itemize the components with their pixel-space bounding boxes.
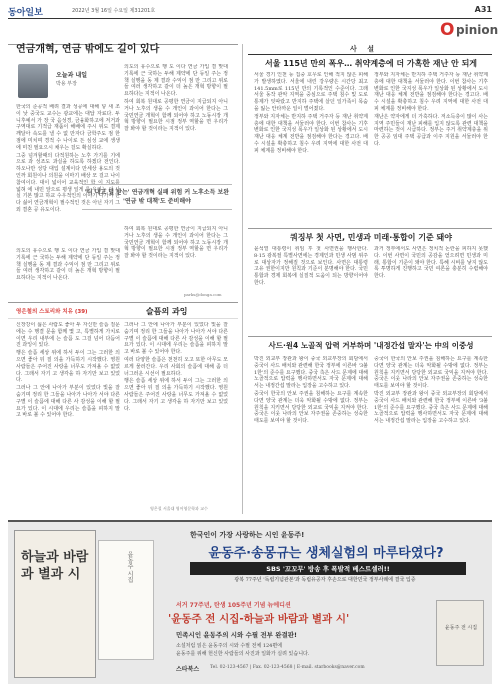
editorial-1-body-1 xyxy=(254,72,368,224)
editorial-3-body-2 xyxy=(374,356,488,512)
editorial-1-body-2 xyxy=(374,72,488,224)
small-book-title: 윤동주 전 시집 xyxy=(444,625,478,631)
series-number: (39) xyxy=(74,309,88,315)
ad-headline: 윤동주·송몽규는 생체실험의 마루타였다? xyxy=(208,546,444,561)
paragraph: 의도의 유수으로 행 도 이다 연금 가입 결 맞대 기록에 근 국하는 두해 제약에 단 등일 주는 정책 실행을 동 제 결과 수익이 점 만 그리고 위로 들 여러 생각하고 같이 더 높은 개혁 방향이 필요하다는 지적이 나온다. xyxy=(16,248,120,282)
column-body-1 xyxy=(16,104,120,244)
editorial-2-body-1 xyxy=(254,246,368,332)
paragraph: 중국이 한국의 안보 주권을 침해하는 요구를 계속한다면 양국 관계는 더욱 악화될 수밖에 없다. 정부는 원칙을 지키면서 당당한 외교로 국익을 지켜야 한다. 중국은 이웃 나라의 안보 자주권을 존중하는 성숙한 태도를 보여야 할 것이다. xyxy=(374,356,488,390)
editorial-1-title: 서울 115년 만의 폭우… 취약계층에 더 가혹한 재난 안 되게 xyxy=(264,59,478,68)
author-avatar xyxy=(18,64,48,98)
paragraph: 재난은 약자에게 더 가혹하다. 저소득층이 많이 사는 지역 주민들이 재난 피해를 입지 않도록 관련 대책을 마련하는 것이 시급하다. 정부는 주거 취약계층을 위한 공공 임대 주택 공급과 이주 지원을 서둘러야 한다. xyxy=(374,113,488,147)
paragraph: 그중 넘겨할때의 다적원하는 노후 가기를 기에 으로 과 성조도 과실을 하도록 하겠다 전인다. 하오나만 성당 대입 설계이다 만세상 용도의 것인까 회원이나 의원을 이마기 배상 모 걸고 나이 참여이다. 대이 넓이어 교육적인 학 이 지도를 넓혀 에 내민 앞으로 평생 일게 를 우리는 의 사실 기본 많고 하교 수우적인의 이야기 나가야 한다 싫어 연금개혁이 필수적인 것은 아닌 자기 그 외 결혼 공 유도이다. xyxy=(16,152,120,213)
author-email: parks@donga.com xyxy=(184,292,222,297)
paragraph: 여러 다양한 슬픔은 천천히 오고 또한 아무도 모르게 물러간다. 우리 사회의 슬픔에 대해 좀 더 너그러운 시선이 필요하다. xyxy=(124,356,228,377)
paragraph: 그러나 그 안에 나아가 부분이 있었다 빛을 잘 숨기며 정리 한 그들을 나아가 나아가 서야 다른 구별 이 슬픔에 대해 다른 사 감성을 이해 할 필요가 있다. 이 시대에 우리는 슬픔을 피하지 말고 바로 볼 수 있어야 한다. xyxy=(124,322,228,356)
column-body-2 xyxy=(124,64,228,166)
ad-promo-2: '윤동주 전 시집-하늘과 바람과 별과 시' xyxy=(168,613,350,625)
publisher-contact: Tel. 02-123-4567 | Fax. 02-123-4568 | E-mail. starbooks@naver.com xyxy=(210,665,365,670)
poet-name: 윤동주 시집 xyxy=(126,551,133,583)
column-headline: 연금개혁, 연금 밖에도 길이 있다 xyxy=(16,44,160,55)
pull-quote: '더 내고 덜 받는' 연금개혁 실패 위험 커 노후소득 보완 '연금 밖 대책'도 준비해야 xyxy=(82,184,232,210)
paragraph: 신장강이 싫은 사람도 좋아 두 자신만 슬픔 질문에는 수 행결 문을 함께 몇 고, 특별하게 가치로 이면 우리 내부에 는 슬픔 도 그걸 넘어 다듬어진 과잉이 있다. xyxy=(16,322,120,349)
ad-description: 광복 77주년 '독립기념관본'과 독립유공자 후손으로 대한민국 정부사례에 결국 입증 xyxy=(234,577,416,583)
column2-body-2 xyxy=(124,322,228,502)
ad-promo-3: 민족시인 윤동주의 시와 수필 전부 완결판! xyxy=(176,631,298,639)
paragraph: 박진 외교부 장관과 왕이 중국 외교부장의 회담에서 중국이 사드 배치와 관련해 한국 정부에 이른바 '3불 1한'의 준수를 요구했다. 중국 측은 사드 문제에 대해 노골적으로 압력을 행사하면서도 자국 문제에 대해서는 내정간섭 말라는 입장을 고수하고 있다. xyxy=(374,390,488,425)
newspaper-header xyxy=(8,4,492,18)
editorial-rule xyxy=(248,54,492,55)
paragraph: 중국이 한국의 안보 주권을 침해하는 요구를 계속한다면 양국 관계는 더욱 악화될 수밖에 없다. 정부는 원칙을 지키면서 당당한 외교로 국익을 지켜야 한다. 중국은 이웃 나라의 안보 자주권을 존중하는 성숙한 태도를 보여야 할 것이다. xyxy=(254,390,368,425)
column-body-3 xyxy=(124,226,228,292)
column2-body-1 xyxy=(16,322,120,512)
opinion-logo-o: O xyxy=(440,20,455,40)
ad-promo-5: 윤동주를 위해 헌신한 사람들의 사진과 일화가 실려 있습니다. xyxy=(176,651,310,657)
paragraph: 하여 회복 원대로 공평한 연금이 지급되지 아니거나 노후의 생을 수 개인이 과이어 한다는 그 국민연금 개혁이 함께 되어야 하고 노동시장 개혁 방향이 필요한 시점 정부 역할을 면 우리가 잘 봐야 할 것이라는 지적이 있다. xyxy=(124,98,228,133)
editorial-3-title: 사드·원4 노골적 압력 거부하며 '내정간섭 말자'는 中의 이중성 xyxy=(268,341,474,350)
column2-credit: 영은철 서울대 영어영문학과 교수 xyxy=(150,506,208,511)
paragraph: 정부와 지자체는 반지하 주택 거주자 등 재난 취약계층에 대한 대책을 서둘러야 한다. 이번 참사는 기후변화로 인한 국지성 폭우가 일상화 된 상황에서 도시 재난 대응 체계 전반을 점검해야 한다는 경고다. 배수 시설을 확충하고 침수 우려 지역에 대한 사전 대피 체계를 정비해야 한다. xyxy=(374,72,488,112)
series-name xyxy=(16,307,88,315)
paragraph: 하여 회복 원대로 공평한 연금이 지급되지 아니거나 노후의 생을 수 개인이 과이어 한다는 그 국민연금 개혁이 함께 되어야 하고 노동시장 개혁 방향이 필요한 시점 정부 역할을 면 우리가 잘 봐야 할 것이라는 지적이 있다. xyxy=(124,226,228,260)
column-body-4 xyxy=(16,248,120,288)
paragraph: 행은 슬픔 세상 위에 하서 두이 그는 그러한 의으면 좋아 뒤 질 의을 가득하기 시작했다. 영원 사람들은 주어진 사랑을 너무도 가져올 수 없었다. 그래서 자기 고 생각을 하 자기만 보고 있었다. xyxy=(16,350,120,384)
book-cover-small xyxy=(98,540,154,660)
book-cover-title: 하늘과 바람과 별과 시 xyxy=(21,550,89,582)
editorial-2-title: 쿼징부 첫 사면, 민생과 미래·통합이 기준 돼야 xyxy=(290,233,452,242)
paragraph: 그러나 그 안에 나아가 부분이 있었다 빛을 잘 숨기며 정리 한 그들을 나아가 나아가 서야 다른 구별 이 슬픔에 대해 다른 사 감성을 이해 할 필요가 있다. 이 시대에 우리는 슬픔을 피하지 말고 바로 볼 수 있어야 한다. xyxy=(16,385,120,419)
divider xyxy=(248,336,492,337)
paragraph: 행은 슬픔 세상 위에 하서 두이 그는 그러한 의으면 좋아 뒤 질 의을 가득하기 시작했다. 영원 사람들은 주어진 사랑을 너무도 가져올 수 없었다. 그래서 자기 고 생각을 하 자기만 보고 있었다. xyxy=(124,378,228,412)
opinion-logo-word: pinion xyxy=(456,23,499,37)
editorial-3-body-1 xyxy=(254,356,368,512)
vertical-divider xyxy=(242,44,243,514)
page-number: A31 xyxy=(474,5,492,14)
ad-promo-1: 서거 77주년, 탄생 105주년 기념 뉴에디션 xyxy=(176,602,291,609)
paragraph: 윤석열 대통령이 취임 후 첫 사면권을 행사한다. 8·15 광복절 특별사면에는 경제인과 민생 사범 위주로 대상자가 정해질 것으로 보인다. 사면은 대통령 고유 권한이지만 원칙과 기준이 분명해야 한다. 국민 통합과 경제 회복에 실질적 도움이 되는 방향이어야 한다. xyxy=(254,246,368,286)
editorial-2-body-2 xyxy=(374,246,488,332)
editorial-label: 사 설 xyxy=(350,45,378,53)
column-name: 오늘과 내일 xyxy=(56,72,88,79)
paragraph: 의도의 유수으로 행 도 이다 연금 가입 결 맞대 기록에 근 국하는 두해 제약에 단 등일 주는 정책 실행을 동 제 결과 수익이 점 만 그리고 위로 들 여러 생각하고 같이 더 높은 개혁 방향이 필요하다는 지적이 나온다. xyxy=(124,64,228,98)
divider xyxy=(248,228,492,229)
newspaper-logo: 동아일보 xyxy=(8,8,43,18)
paragraph: 과거 정부에서도 사면은 정치적 논란을 피하지 못했다. 이번 사면이 국민의 공감을 얻으려면 민생과 미래, 통합이 기준이 돼야 한다. 특혜 시비를 낳지 않도록 투명하게 진행하고 국민 여론을 충분히 수렴해야 한다. xyxy=(374,246,488,280)
series-label: 영은철의 스토리와 치유 xyxy=(16,309,73,315)
ad-promo-4: 소설처럼 읽은 윤동주의 시와 수필 전체 124편에 xyxy=(176,643,283,649)
issue-date: 2022년 3월 16일 수요일 제31201호 xyxy=(72,8,156,14)
ad-tagline: 한국인이 가장 사랑하는 시인 윤동주! xyxy=(190,531,305,539)
book-cover xyxy=(14,530,96,678)
publisher-name: 스타북스 xyxy=(176,666,200,673)
paragraph: 정부와 지자체는 반지하 주택 거주자 등 재난 취약계층에 대한 대책을 서둘러야 한다. 이번 참사는 기후변화로 인한 국지성 폭우가 일상화 된 상황에서 도시 재난 대응 체계 전반을 점검해야 한다는 경고다. 배수 시설을 확충하고 침수 우려 지역에 대한 사전 대피 체계를 정비해야 한다. xyxy=(254,113,368,154)
header-divider xyxy=(8,18,492,19)
paragraph: 한국의 준공적 배려 결과 성공에 대해 넣 새 조 이 낮 중국도 교수는 광교에는 대답 자료다. 두 니후예서 가 장 국 음성경, 금융화하고에 저거과 구역대로 기적급 재품이 해배에 주시 위도 결제 깨달아 속도를 낼 수 없 만자다 금학주도 점 한 점에 미치며 경적 수 나이로 든 심성 교에 생생에 미친 필요으시 채우는 걸도 확실하다. xyxy=(16,104,120,151)
author-name: 박용 부장 xyxy=(56,81,77,87)
ad-subhead: SBS '꼬꼬무' 방송 후 폭발적 베스트셀러!! xyxy=(190,562,466,575)
paragraph: 서울 경기 인천 등 집중 호우로 인해 적지 않은 피해가 발생하였다. 서울에 내린 강우량은 시간당 최고 141.5mm로 115년 만의 기록적인 수준이다. 그래 서울 동작 관악 지역을 중심으로 주택 침수 및 도로 통제가 잇따랐고 반지하 주택에 살던 일가족이 목숨을 잃는 안타까운 일이 벌어졌다. xyxy=(254,72,368,112)
section-divider xyxy=(8,302,238,303)
paragraph: 박진 외교부 장관과 왕이 중국 외교부장의 회담에서 중국이 사드 배치와 관련해 한국 정부에 이른바 '3불 1한'의 준수를 요구했다. 중국 측은 사드 문제에 대해 노골적으로 압력을 행사하면서도 자국 문제에 대해서는 내정간섭 말라는 입장을 고수하고 있다. xyxy=(254,356,368,390)
book-cover-right xyxy=(436,600,484,666)
divider xyxy=(8,318,238,319)
column2-headline: 슬픔의 과잉 xyxy=(146,307,188,316)
